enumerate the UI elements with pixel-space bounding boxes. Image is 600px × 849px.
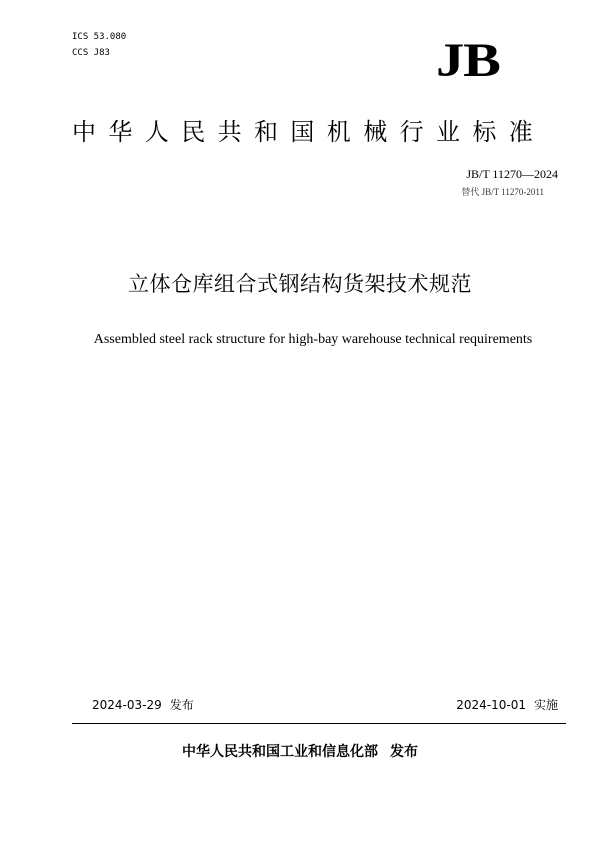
publisher-name: 中华人民共和国工业和信息化部 bbox=[182, 744, 378, 760]
implement-label: 实施 bbox=[533, 698, 558, 712]
publisher-action: 发布 bbox=[390, 744, 418, 760]
english-title: Assembled steel rack structure for high-bay warehouse technical requirements bbox=[93, 332, 533, 347]
issue-date-line bbox=[92, 697, 194, 713]
jb-logo: JB bbox=[436, 34, 500, 87]
issue-label: 发布 bbox=[169, 698, 194, 712]
implement-date-line bbox=[456, 697, 558, 713]
standard-number: JB/T 11270—2024 bbox=[466, 167, 558, 181]
replaces-standard: 替代 JB/T 11270-2011 bbox=[461, 187, 544, 197]
org-title: 中华人民共和国机械行业标准 bbox=[72, 118, 546, 146]
implement-date: 2024-10-01 bbox=[456, 698, 526, 712]
issue-date: 2024-03-29 bbox=[92, 698, 162, 712]
ccs-code: CCS J83 bbox=[72, 48, 110, 58]
ics-code: ICS 53.080 bbox=[72, 32, 127, 42]
chinese-title: 立体仓库组合式钢结构货架技术规范 bbox=[128, 272, 472, 296]
publisher-line bbox=[0, 742, 600, 762]
divider-rule bbox=[72, 723, 566, 724]
